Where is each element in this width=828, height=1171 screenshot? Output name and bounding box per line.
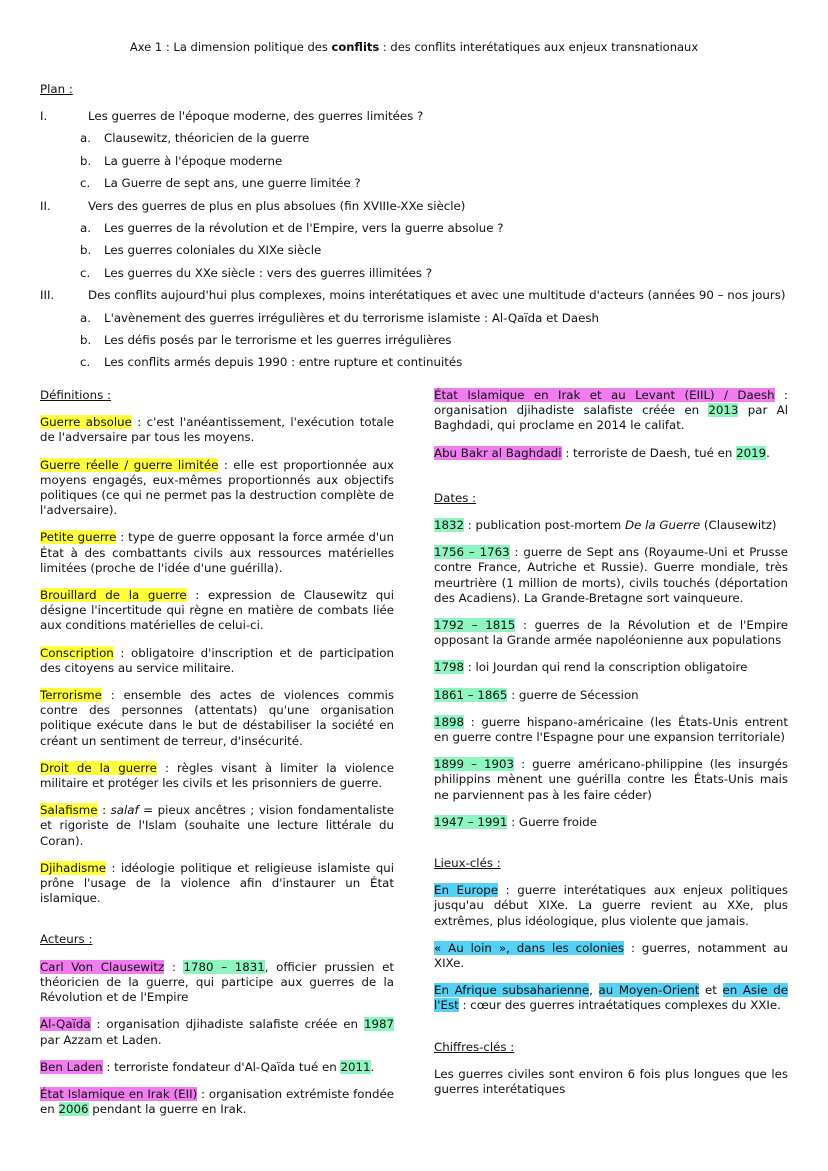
plan-section: I. Les guerres de l'époque moderne, des guerres limitées ? — [40, 109, 424, 123]
plan-heading: Plan : — [40, 82, 73, 96]
plan-item: a. Les guerres de la révolution et de l'Empire, vers la guerre absolue ? — [80, 220, 504, 235]
definition-item: Guerre réelle / guerre limitée : elle est proportionnée aux moyens engagés, eux-mêmes proportionnés aux objectifs politiques (ce qui ne permet pas la destruction complète de l'adversaire). — [40, 457, 394, 518]
lieu-item: En Afrique subsaharienne, au Moyen-Orient et en Asie de l'Est : cœur des guerres intraétatiques complexes du XXIe. — [434, 983, 788, 1013]
acteur-item: Abu Bakr al Baghdadi : terroriste de Daesh, tué en 2019. — [434, 445, 770, 460]
date-item: 1756 – 1763 : guerre de Sept ans (Royaume-Uni et Prusse contre France, Autriche et Russie). Guerre mondiale, très meurtrière (1 million de morts), civils touchés (déportation des Acadiens). La Grande-Bretagne sort vainqueure. — [434, 545, 788, 605]
acteur-item: État Islamique en Irak (EII) : organisation extrémiste fondée en 2006 pendant la guerre en Irak. — [40, 1086, 394, 1117]
right-column — [434, 388, 788, 1109]
acteur-item: Carl Von Clausewitz : 1780 – 1831, officier prussien et théoricien de la guerre, qui participe aux guerres de la Révolution et de l'Empire — [40, 959, 394, 1005]
plan-item: c. Les guerres du XXe siècle : vers des guerres illimitées ? — [80, 265, 433, 280]
date-item: 1899 – 1903 : guerre américano-philippine (les insurgés philippins mènent une guérilla contre les États-Unis mais ne parviennent pas à les faire céder) — [434, 757, 788, 802]
dates-heading: Dates : — [434, 490, 477, 505]
definitions-heading: Définitions : — [40, 388, 111, 402]
date-item: 1947 – 1991 : Guerre froide — [434, 814, 598, 829]
acteurs-heading: Acteurs : — [40, 932, 93, 947]
date-item: 1798 : loi Jourdan qui rend la conscription obligatoire — [434, 660, 748, 675]
lieu-item: En Europe : guerre interétatiques aux enjeux politiques jusqu'au début XIXe. La guerre revient au XXe, plus extrêmes, plus idéologique, plus violente que jamais. — [434, 883, 789, 928]
lieu-item: « Au loin », dans les colonies : guerres, notamment au XIXe. — [434, 940, 788, 971]
definition-item: Terrorisme : ensemble des actes de violences commis contre des personnes (attentats) qu'une organisation politique exécute dans le but de déstabiliser la société en créant un sentiment de terreur, d'insécurité. — [40, 688, 394, 748]
plan-item: c. Les conflits armés depuis 1990 : entre rupture et continuités — [80, 355, 463, 370]
definition-item: Djihadisme : idéologie politique et religieuse islamiste qui prône l'usage de la violence afin d'instaurer un État islamique. — [40, 860, 394, 906]
date-item: 1898 : guerre hispano-américaine (les États-Unis entrent en guerre contre l'Espagne pour une expansion territoriale) — [434, 714, 788, 745]
chiffres-heading: Chiffres-clés : — [434, 1039, 515, 1054]
date-item: 1792 – 1815 : guerres de la Révolution et de l'Empire opposant la Grande armée napoléonienne aux populations — [434, 618, 788, 648]
definition-item: Petite guerre : type de guerre opposant la force armée d'un État à des combattants civils aux ressources matérielles limitées (proche de l'idée d'une guérilla). — [40, 530, 395, 575]
page-title: Axe 1 : La dimension politique des conflits : des conflits interétatiques aux enjeux transnationaux — [129, 40, 699, 54]
plan-item: a. Clausewitz, théoricien de la guerre — [80, 131, 310, 146]
lieux-heading: Lieux-clés : — [434, 856, 501, 871]
definition-item: Conscription : obligatoire d'inscription et de participation des citoyens au service militaire. — [40, 645, 394, 675]
chiffre-item: Les guerres civiles sont environ 6 fois plus longues que les guerres interétatiques — [434, 1066, 788, 1097]
plan-item: b. Les guerres coloniales du XIXe siècle — [80, 243, 322, 258]
left-column — [40, 388, 394, 1129]
acteur-item: Al-Qaïda : organisation djihadiste salafiste créée en 1987 par Azzam et Laden. — [40, 1017, 394, 1047]
definition-item: Brouillard de la guerre : expression de Clausewitz qui désigne l'incertitude qui règne en matière de combats liée aux conditions matérielles de celui-ci. — [40, 588, 395, 633]
acteur-item: État Islamique en Irak et au Levant (EIIL) / Daesh : organisation djihadiste salafiste créée en 2013 par Al Baghdadi, qui proclame en 2014 le califat. — [434, 388, 788, 433]
definition-item: Guerre absolue : c'est l'anéantissement, l'exécution totale de l'adversaire par tous les moyens. — [40, 415, 395, 445]
definition-item: Salafisme : salaf = pieux ancêtres ; vision fondamentaliste et rigoriste de l'Islam (souhaite une lecture littérale du Coran). — [40, 803, 394, 848]
plan-item: c. La Guerre de sept ans, une guerre limitée ? — [80, 176, 361, 191]
plan-item: b. La guerre à l'époque moderne — [80, 153, 283, 168]
plan-section: II. Vers des guerres de plus en plus absolues (fin XVIIIe-XXe siècle) — [40, 198, 466, 213]
plan-section: III. Des conflits aujourd'hui plus complexes, moins interétatiques et avec une multitude d'acteurs (années 90 – nos jours) — [40, 288, 786, 303]
date-item: 1861 – 1865 : guerre de Sécession — [434, 687, 639, 702]
plan-item: b. Les défis posés par le terrorisme et les guerres irrégulières — [80, 332, 452, 347]
date-item: 1832 : publication post-mortem De la Guerre (Clausewitz) — [434, 518, 777, 533]
definition-item: Droit de la guerre : règles visant à limiter la violence militaire et protéger les civils et les prisonniers de guerre. — [40, 760, 394, 791]
plan-item: a. L'avènement des guerres irrégulières et du terrorisme islamiste : Al-Qaïda et Daesh — [80, 310, 599, 325]
plan-outline — [40, 105, 800, 374]
acteur-item: Ben Laden : terroriste fondateur d'Al-Qaïda tué en 2011. — [40, 1059, 375, 1074]
